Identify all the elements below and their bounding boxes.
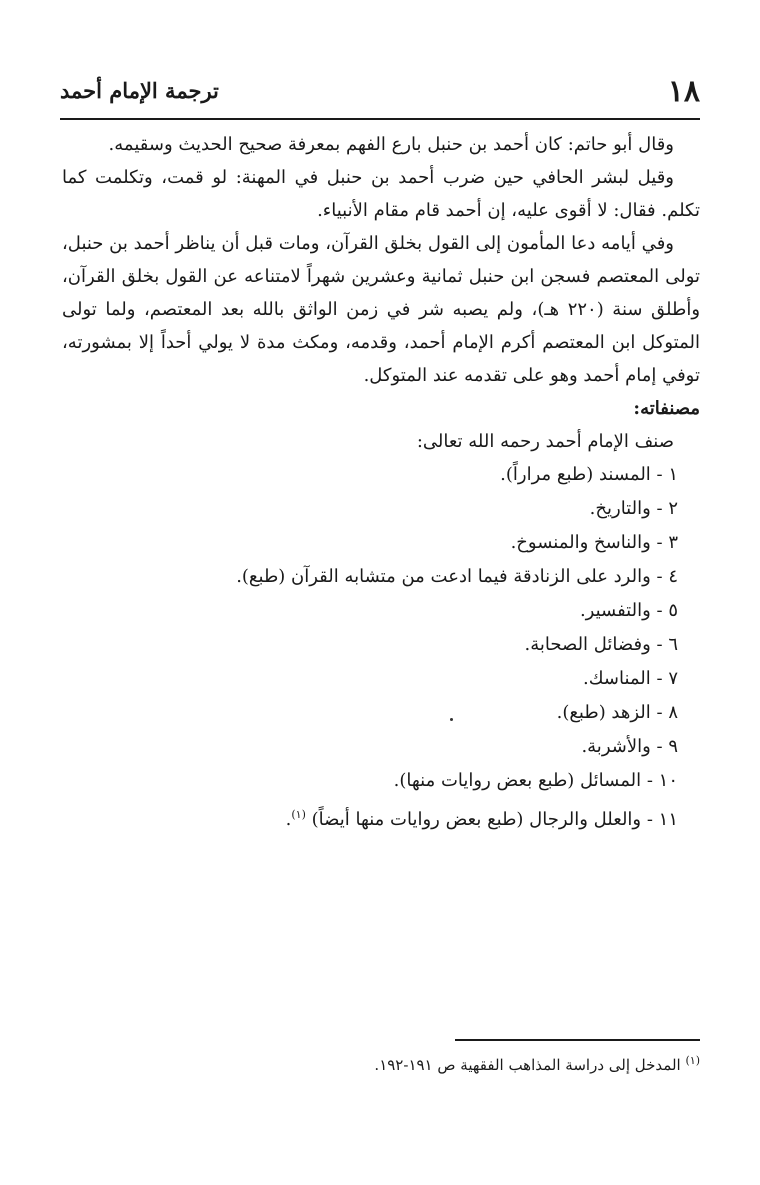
stray-ink-dot xyxy=(450,718,453,721)
list-item: ١٠ - المسائل (طبع بعض روايات منها). xyxy=(393,770,678,791)
list-item-with-note xyxy=(62,798,678,837)
footnote-rule xyxy=(455,1039,700,1041)
running-title: ترجمة الإمام أحمد xyxy=(60,78,219,103)
works-list xyxy=(62,458,700,837)
list-item: ٨ - الزهد (طبع). xyxy=(556,702,678,723)
list-item: ٩ - والأشربة. xyxy=(581,736,678,757)
works-intro: صنف الإمام أحمد رحمه الله تعالى: xyxy=(416,431,674,452)
list-item: ٣ - والناسخ والمنسوخ. xyxy=(510,532,678,553)
list-item: ٧ - المناسك. xyxy=(583,668,678,689)
paragraph-abu-hatim: وقال أبو حاتم: كان أحمد بن حنبل بارع الفهم بمعرفة صحيح الحديث وسقيمه. xyxy=(108,134,674,155)
list-item: ٢ - والتاريخ. xyxy=(589,498,678,519)
paragraph-mihna: وفي أيامه دعا المأمون إلى القول بخلق القرآن، ومات قبل أن يناظر أحمد بن حنبل، تولى المعتصم فسجن ابن حنبل ثمانية وعشرين شهراً لامتناعه عن القول بخلق القرآن، وأطلق سنة (٢٢٠ هـ)، ولم يصبه شر في زمن الواثق بالله بعد المعتصم، ولما تولى المتوكل ابن المعتصم أكرم الإمام أحمد، وقدمه، ومكث مدة لا يولي أحداً إلا بمشورته، توفي إمام أحمد وهو على تقدمه عند المتوكل. xyxy=(62,233,701,386)
header-rule xyxy=(60,118,700,120)
page-number: ١٨ xyxy=(667,74,700,109)
footnote-reference: (١) xyxy=(291,808,306,821)
paragraph-bishr-al-hafi: وقيل لبشر الحافي حين ضرب أحمد بن حنبل في المهنة: لو قمت، وتكلمت كما تكلم. فقال: لا أقوى عليه، إن أحمد قام مقام الأنبياء. xyxy=(62,167,700,221)
last-item-text: ١١ - والعلل والرجال (طبع بعض روايات منها أيضاً) xyxy=(311,809,678,830)
list-item: ١ - المسند (طبع مراراً). xyxy=(500,464,678,485)
last-item-end: . xyxy=(285,809,292,830)
footnote-text: المدخل إلى دراسة المذاهب الفقهية ص ١٩١-١٩٢. xyxy=(374,1056,681,1074)
list-item: ٦ - وفضائل الصحابة. xyxy=(524,634,678,655)
footnote-marker: (١) xyxy=(685,1054,700,1067)
footnote xyxy=(62,1048,700,1078)
list-item: ٤ - والرد على الزنادقة فيما ادعت من متشابه القرآن (طبع). xyxy=(236,566,678,587)
works-heading: مصنفاته: xyxy=(633,398,700,419)
list-item: ٥ - والتفسير. xyxy=(579,600,678,621)
page-header xyxy=(60,68,700,118)
body-text xyxy=(62,128,700,837)
